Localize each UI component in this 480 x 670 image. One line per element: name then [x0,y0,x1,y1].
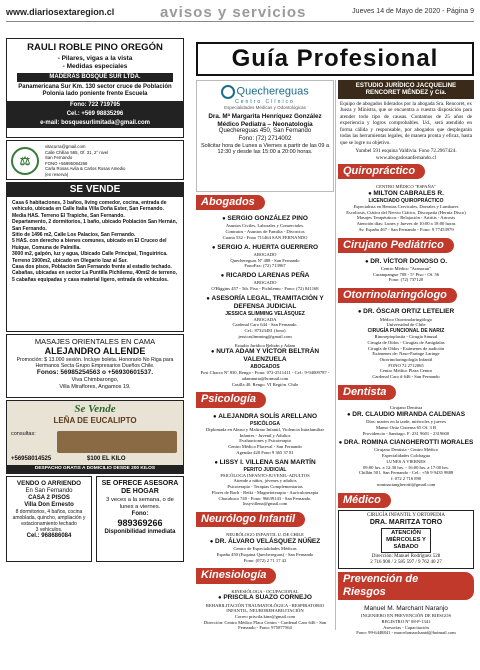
riesgos-name: Manuel M. Marchant Naranjo [364,605,448,613]
entry-line: O'Higgins 457 - 5th. Piso - Pichilemu - Fono: (72) 841168 [211,285,319,291]
section-neurologo: Neurólogo Infantil [196,512,305,527]
list-item: Media HAS. Terreno El Trapiche, San Fernando. [12,212,125,219]
firewood-image [57,431,177,453]
medico-phone: 2 716 900 / 2 585 597 / 9 762 40 27 [370,560,442,565]
entry-line: Fono: (072) 2 71 17 42 [243,557,287,563]
section-kinesiologia: Kinesiología [196,568,276,583]
quechereguas-doctor: Dra. Mª Margarita Henríquez González [208,113,322,121]
entry-line[interactable]: jessicaslimming@gmail.com [238,333,292,339]
list-item: Departamento, 2 dormitorios, 1 baño, ubicado Población San Hernán, San Fernando. [12,219,178,232]
ofrece-desc: 3 veces a la semana, o de lunes a viernes. [106,496,174,510]
entry-line: Cardenal Caro 644 - San Fernando. [232,322,298,328]
office-line: (en reserva) [45,171,69,177]
site-url[interactable]: www.diariosextaregion.cl [6,7,115,18]
entry-name: ● PRISCILA SUAZO CORNEJO [196,594,334,602]
entry-line: Manso Ortiz Cisterna 65 Of. 3 B [375,424,437,430]
ad-vendo [6,476,92,562]
entry-name: ● DR. CLAUDIO MIRANDA CALDENAS [338,411,474,419]
entry-line: Centro Médico Plaza Centro [379,368,433,374]
estudio-text: Equipo de abogados liderados por la abogada Sra. Rencoret, ex Jueza y Ministra, que se encuentra a vuestra disposición para atender todo tipo de causas. Contamos de 25 años de experiencia y logros comprobables. Ud., será atendido en forma cálida y responsable, por abogados que desplegarán todas las herramientas legales, de manera pronta y eficaz, hasta que se logre su objetivo. [340,100,472,146]
lena-price: $100 EL KILO [87,456,126,462]
entry-line: Cirujano Dentista - Centro Médico [373,447,439,453]
entry-line: Masajes Terapéuticos - Relajación - Artritis - Artrosis [356,215,456,221]
vendo-phone: Cel.: 968686084 [26,533,72,540]
ad-roble-line: - Pilares, vigas a la vista [57,55,133,63]
entry-line: Infantes - Juvenil y Adultos [239,432,291,438]
masajes-desc: Promoción: $ 13.000 sesión. Incluye boleta. Honorario No Riga para Hermanos Secta Grupo Empresarios Dueños Chile. [16,356,174,370]
entry-line: Flores de Bach - Reiki - Magnetoterapia - Auriculoterapia [211,489,319,495]
quechereguas-addr: Quechereguas 450, San Fernando [218,128,312,135]
medico-name: DRA. MARITZA TORO [369,518,443,526]
office-line[interactable]: vitacurra@gmail.com [45,144,86,149]
masajes-title: MASAJES ORIENTALES EN CAMA [34,337,156,346]
list-item: Cabañas, ubicadas en sector La Puntilla Pichilemu, 40mt2 de terreno, 5 cabañas equipadas y casa material ligero, entrada de vehículos. [12,270,178,283]
entry-line: Evaluaciones y Psicoterapia [239,438,291,444]
entry-line[interactable]: Correo priscila.kine@gmail.com [234,614,296,619]
list-item [196,343,334,388]
list-item: Casa 6 habitaciones, 3 baños, living comedor, cocina, entrada de vehículo, ubicada en Calle Italia Villa Doña Ester, San Fernando. [12,200,167,213]
entry-line: Chacabuco 740 - Fono: 96639143 - San Fernando. [218,495,312,501]
list-item: Terreno 1900m2, ubicado en Olegario Izaz al Sur. [12,257,128,264]
ad-roble-cel: Cel.: +569 98835296 [7,110,183,119]
quechereguas-hours: Solicitar hora de Lunes a Viernes a partir de las 09 a 12:30 y desde las 15:00 a 20:00 horas. [201,142,330,156]
list-item [196,459,334,508]
list-item [338,405,474,436]
vendo-line: 8 dormitorios, 4 baños, cocina amoblada, quincho, ampliación y estacionamiento techado [12,509,86,528]
section-medico: Médico [338,493,391,508]
medico-address: Dirección: Manuel Rodríguez 528 [371,554,441,559]
guia-title: Guía Profesional [231,45,439,72]
estudio-title: ESTUDIO JURÍDICO JACQUELINE RENCORET MÉNDEZ y Cía. [338,80,474,99]
list-item: 3000 m2, galpón, luz y agua, Ubicado Calle Principal, Tinguiririca. [12,251,168,258]
entry-line[interactable]: Fono: 99-6448841 - marcelomarchantd@hotmail.com [356,630,456,636]
entry-line: Av. España 467 - San Fernando - Fono: 9 77453979 [358,226,454,232]
entry-name: ● RICARDO LARENAS PEÑA [196,272,334,280]
masajes-name: ALEJANDRO ALLENDE [44,346,146,356]
estudio-web[interactable]: www.abogadosanfernando.cl [375,154,437,161]
vendo-line: En San Fernando [25,487,73,494]
entry-line: Fono: (72) 737120 [388,277,424,283]
entry-line: KINESIÓLOGA - OCUPACIONAL [231,588,299,594]
entry-line: Otorrinolaringología Infantil [379,356,433,362]
list-item [196,589,334,632]
ad-roble-email[interactable]: e-mail: bosquesurlimitada@gmail.com [7,119,183,128]
ad-masajes [6,334,184,398]
right-column [338,80,474,636]
entry-line: Quechereguas Nº 488 - San Fernando [230,257,300,263]
entry-line[interactable]: lissyvillena@gmail.com [242,501,288,507]
entry-line: FONO 72 2712065 [388,362,424,368]
office-line: FONO +56995084268 [45,160,88,166]
ad-office [6,140,184,180]
entry-line: Cirugía de Oídos - Exámenes de audición [367,345,445,351]
list-item [196,244,334,269]
entry-name: ● SERGIO GONZÁLEZ PINO [196,215,334,223]
quechereguas-sub: Centro Clínico [235,99,295,105]
entry-line: Casilla 40. Rengo. VI Región. Chile [231,381,299,387]
list-item: Sitio de 1496 m2, Calle Los Palacios, San Fernando. [12,231,136,238]
section-dentista: Dentista [338,385,396,400]
entry-name: ● DRA. ROMINA CIANGHEROTTI MORALES [338,439,474,447]
ofrece-phone: 989369266 [117,517,163,528]
guia-banner [196,42,474,76]
entry-name: ● NUTA ADAM Y VÍCTOR BELTRÁN VALENZUELA [196,348,334,364]
entry-line: ABOGADA [253,316,277,322]
entry-name: ● SERGIO A. HUERTA GUERRERO [196,244,334,252]
entry-line: LICENCIADO QUIROPRÁCTICO [368,197,444,204]
entry-name: ● LISSY I. VILLENA SAN MARTÍN [196,459,334,467]
entry-line: PSICÓLOGA INFANTO-JUVENIL-ADULTOS [220,472,310,478]
section-abogados: Abogados [196,195,265,210]
medico-specialty: CIRUGÍA INFANTIL Y ORTOPEDIA [367,512,445,518]
medico-badge: ATENCIÓN MIÉRCOLES Y SÁBADO [381,528,431,553]
entry-line: Agendar 420 Fono 9 365 37 81 [236,449,294,455]
masajes-address: Viva Chimbarongo, [71,377,119,384]
entry-line: CIRUGÍA FUNCIONAL DE NARIZ [367,328,445,335]
ad-roble-title: RAULI ROBLE PINO OREGÓN [27,42,163,53]
entry-name: ● ASESORÍA LEGAL, TRAMITACIÓN Y DEFENSA JUDICIAL [196,295,334,311]
ad-roble-address: Panamericana Sur Km. 130 sector cruce de Población Polonia lado poniente frente Escuela [18,84,172,98]
entry-name: ● DR. VÍCTOR DONOSO O. [338,258,474,266]
entry-line: Cirugía de Oídos - Cirugías de Amígdalas [367,339,445,345]
section-riesgos: Prevención de Riesgos [338,572,474,600]
entry-line: Carampangue 708 - 5° Piso - Of. 56 [372,271,440,277]
entry-line: Psicoterapia - Terapias Complementarias [227,484,303,490]
ad-roble-phone: Fono: 722 719795 [7,101,183,110]
entry-line: Diplomada en Abuso y Maltrato Infantil, Violencia Intrafamiliar [205,426,325,432]
abogados-list [196,215,334,387]
section-cirujano: Cirujano Pediátrico [338,238,454,253]
entry-line: Chillán 501, San Fernando - Cel.: +56 9 9435 9888 [358,470,454,476]
entry-name: ● DR. ÁLVARO VELÁSQUEZ NÚÑEZ [196,538,334,546]
vendo-line: 3 vehículos. [35,527,63,534]
entry-line: f: 072 2 716 890 [390,476,422,482]
entry-line: PERITO JUDICIAL [243,466,287,473]
entry-line: Providencia - Santiago. F: 231 9601 - 2319600 [362,430,450,436]
entry-line: ABOGADO [253,251,277,257]
entry-line: REHABILITACIÓN TRAUMATOLÓGICA - RESPIRATORIO INFANTIL, NEUROREHABILITACIÓN [205,602,325,614]
entry-line: Estudio Jurídico Beltrán y Adam [234,342,296,348]
office-line: Carla Rosas Avila & Carlos Rosas Amedio [45,166,126,172]
lena-delivery: DESPACHO GRATIS A DOMICILIO DESDE 200 KILOS [7,465,183,473]
entry-line: Centro Médico Placeval - San Fernando [228,444,302,450]
ad-lena [6,400,184,474]
entry-line: España 450 (Esquina Quechereguas) - San Fernando [216,551,314,557]
se-vende-title: SE VENDE [7,183,183,197]
entry-line: Especialista en Hernias Cervicales, Dorsales y Lumbares [353,203,459,209]
entry-line: LUNES A VIERNES [386,458,426,464]
list-item [196,413,334,456]
list-item [338,258,474,283]
quechereguas-fono: Fono: (72) 2714002 [238,135,292,142]
entry-name: ● MILTON CABRALES R. [338,190,474,198]
entry-line: Médico Otorrinolaringólogo [379,316,433,322]
entry-line: Centro Médico "Aranacan" [380,266,432,271]
office-logo-icon: ⚖ [11,147,39,175]
ad-roble-line: - Medidas especiales [62,63,128,71]
entry-line: Rinoseptoplastía - Cirugía Sinusal [374,334,438,340]
section-title: avisos y servicios [159,3,307,21]
lena-product: LEÑA DE EUCALIPTO [53,416,137,426]
entry-line: Post Chacra Nº 830, Rengo - Fono: 072-2511411 - Cel.: 9-94009787 - adamnutta@hotmail.com [200,370,330,381]
ad-roble [6,38,184,138]
entry-line: Días: martes en la tarde, miércoles y jueves [366,419,446,425]
entry-line: Centro de Especialidades Médicas [233,546,297,552]
list-item [196,532,334,563]
entry-line: 09:00 hrs. a 12:30 hrs. - 16:00 hrs. a 17:00 hrs. [363,464,449,470]
vendo-line: Villa Don Ernesto [24,501,74,508]
ad-medico [338,510,474,569]
vendo-title: VENDO O ARRIENDO [16,480,82,487]
masajes-phone: Fonos: 56985254563 o +56930601537. [36,369,154,377]
entry-line: INGENIERO EN PREVENCIÓN DE RIESGOS [360,613,452,619]
page-header [6,4,474,22]
office-line: Calle Chillan 565, Of. 31, 2° nivel [45,149,109,155]
entry-line: Contratos - Asuntos de Familia - Divorcios [225,229,305,235]
quechereguas-logo-icon [221,85,235,99]
entry-line: Cardenal Caro # 646 - San Fernando [372,374,440,380]
page-date: Jueves 14 de Mayo de 2020 - Página 9 [352,8,474,16]
column-divider [335,80,336,630]
list-item [196,295,334,340]
list-item [196,215,334,240]
masajes-address: Villa Miraflores, Angamos 19. [59,383,131,390]
entry-line: Cuarta 532 - Fono 711464 SAN FERNANDO [222,234,308,240]
entry-line: ABOGADOS [250,364,280,371]
list-item [338,605,474,636]
lena-title: Se Vende [74,403,116,415]
entry-line: Cel.: 87323481 (fono) [244,328,286,334]
ofrece-fono-label: Fono: [131,510,149,517]
entry-line: Cirujano Dentista [389,405,423,411]
lena-consult: consultas: [11,431,36,437]
ofrece-title: SE OFRECE ASESORA DE HOGAR [101,480,179,496]
quechereguas-name: Quechereguas [236,85,309,98]
ad-roble-company: MADERAS BOSQUE SUR LTDA. [17,73,173,82]
entry-line: Atención días: Lunes y Jueves de 10:00 a 18:00 horas [356,221,456,227]
lena-phone: +56958014525 [11,456,52,462]
entry-line: CENTRO MÉDICO "ESPAÑA" [376,184,436,190]
office-line: San Fernando [45,155,73,161]
ad-ofrece [96,476,184,562]
list-item: 5 HAS. con derecho a bienes comunes, ubicado en El Cruceo del Huique, Comuna de Palmilla. [12,238,167,251]
section-psicologia: Psicología [196,392,266,407]
ad-se-vende [6,182,184,332]
entry-name: ● DR. ÓSCAR ORTIZ LETELIER [338,308,474,316]
quechereguas-tag: Especialidades Médicas y Odontológicas [224,105,306,110]
entry-line: Atiende a niños, jóvenes y adultos [233,478,297,484]
section-otorrino: Otorrinolaringólogo [338,288,457,303]
entry-line: NEURÓLOGO INFANTIL U. DE CHILE [226,532,304,538]
list-item [196,272,334,292]
list-item [338,308,474,380]
ofrece-availability: Disponibilidad inmediata [104,528,176,535]
entry-name: ● ALEJANDRA SOLÍS ARELLANO [196,413,334,421]
entry-line: REGISTRO Nº 08-P-1341 [381,618,431,624]
ad-quechereguas [196,80,334,192]
entry-line: Asesorías - Capacitación [383,624,429,630]
list-item: Casa dos pisos, Población San Fernando frente al estadio techado. [12,263,172,270]
estudio-phone: Yumbel 591 esquina Valdivia. Fono 72.2967424. [355,148,457,155]
entry-line: PSICÓLOGA [249,420,280,427]
section-quiropractico: Quiropráctico [338,164,425,179]
middle-column [196,80,334,630]
entry-line[interactable]: rominaciangherotti@gmail.com [376,481,436,487]
se-vende-list [7,197,183,286]
entry-line: Universidad de Chile [386,322,426,328]
entry-line: Dirección: Centro Médico Placa Centro - Cardenal Caro 646 - San Fernando - Fono: 975877564 [203,619,327,631]
entry-line: JESSICA SLIMMING VELÁSQUEZ [225,310,305,317]
quechereguas-role: Médico Pediatra – Neonatología [217,120,313,128]
entry-line: Especialidades Colchagua [381,453,431,459]
entry-line: ABOGADO [253,280,277,286]
entry-line: Asuntos Civiles, Laborales y Comerciales. [225,223,305,229]
list-item [338,184,474,233]
entry-line: Exámenes de: Naso-Faringe Laringe [372,351,440,357]
entry-line: Escoliosis, Ciática del Nervio Ciático, Discopatía (Hernia Disco) [346,209,466,215]
list-item [338,439,474,487]
vendo-line: CASA 2 PISOS [28,494,70,501]
entry-line: FonoFax: (72) 713967 [244,263,286,269]
